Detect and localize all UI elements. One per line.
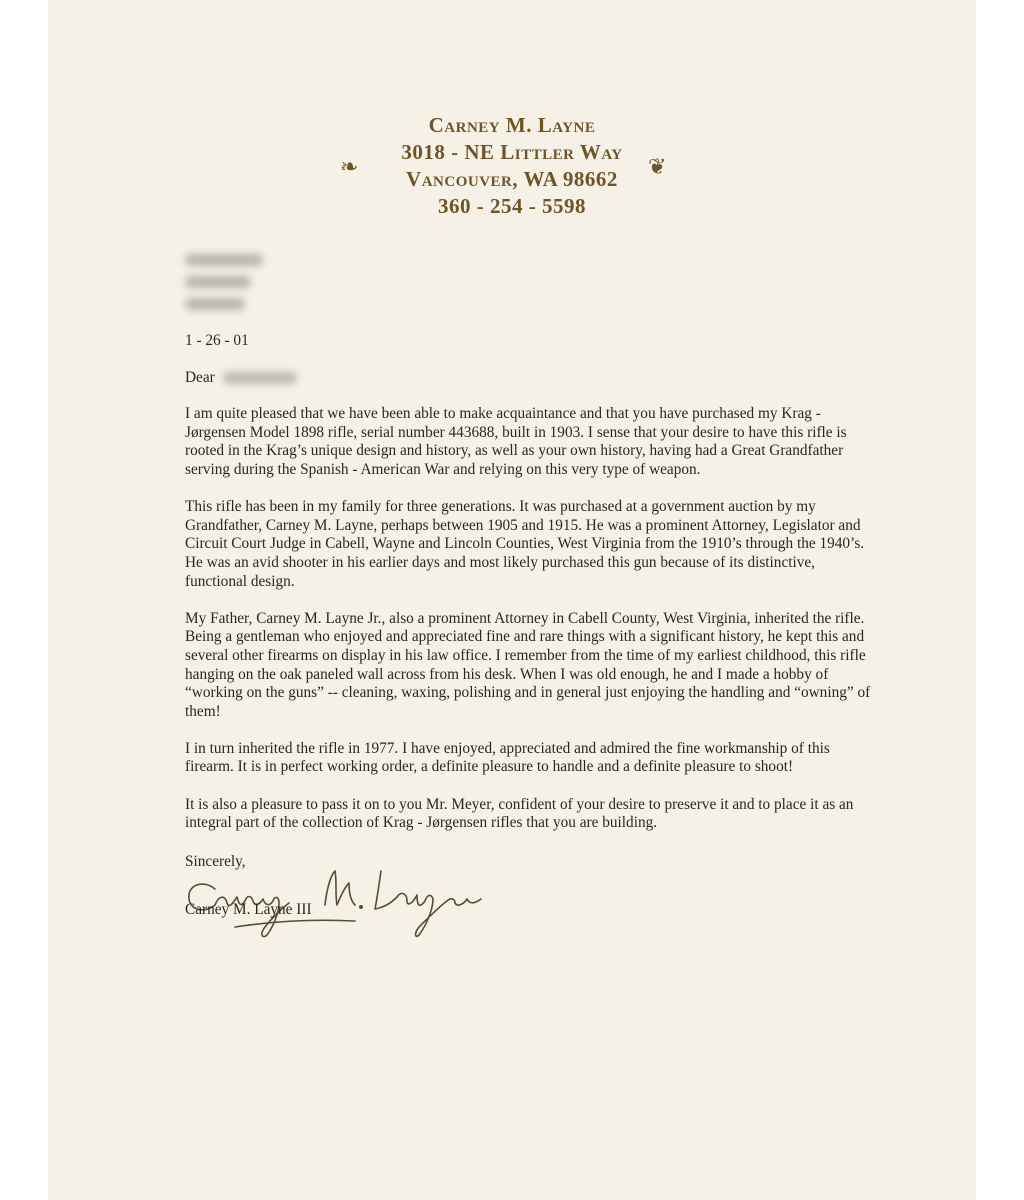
- signature-block: [185, 871, 875, 961]
- paragraph: It is also a pleasure to pass it on to you Mr. Meyer, confident of your desire to preserve it and to place it as an integral part of the collection of Krag - Jørgensen rifles that you are building.: [185, 795, 854, 832]
- signer-name: Carney M. Layne III: [185, 901, 312, 919]
- letter-body: [185, 332, 875, 961]
- ornament-left-icon: ❧: [340, 155, 359, 180]
- recipient-address-redacted: [185, 254, 281, 320]
- paragraph: This rifle has been in my family for three generations. It was purchased at a government auction by my Grandfather, Carney M. Layne, perhaps between 1905 and 1915. He was a prominent Attorney, Legislator and Circuit Court Judge in Cabell, Wayne and Lincoln Counties, West Virginia from the 1910’s through the 1940’s. He was an avid shooter in his earlier days and most likely purchased this gun because of its distinctive, functional design.: [185, 498, 865, 590]
- paragraph: My Father, Carney M. Layne Jr., also a prominent Attorney in Cabell County, West Virginia, inherited the rifle. Being a gentleman who enjoyed and appreciated fine and rare things with a significant history, he kept this and several other firearms on display in his law office. I remember from the time of my earliest childhood, this rifle hanging on the oak paneled wall across from his desk. When I was old enough, he and I made a hobby of “working on the guns” -- cleaning, waxing, polishing and in general just enjoying the handling and “owning” of them!: [185, 609, 871, 720]
- paragraph: I am quite pleased that we have been able to make acquaintance and that you have purchased my Krag - Jørgensen Model 1898 rifle, serial number 443688, built in 1903. I sense that your desire to have this rifle is rooted in the Krag’s unique design and history, as well as your own history, having had a Great Grandfather serving during the Spanish - American War and relying on this very type of weapon.: [185, 405, 847, 478]
- salutation: [185, 369, 875, 388]
- letterhead-city: Vancouver, WA 98662: [406, 167, 618, 191]
- salutation-text: Dear: [185, 368, 215, 386]
- paragraph: I in turn inherited the rifle in 1977. I have enjoyed, appreciated and admired the fine workmanship of this firearm. It is in perfect working order, a definite pleasure to handle and a definite pleasure to shoot!: [185, 739, 830, 776]
- letterhead-name: Carney M. Layne: [428, 113, 596, 137]
- handwritten-signature: [175, 847, 505, 947]
- ornament-right-icon: ❦: [648, 155, 667, 180]
- letterhead: [48, 112, 976, 220]
- letter-date: 1 - 26 - 01: [185, 332, 249, 349]
- letter-page: [48, 0, 976, 1200]
- recipient-name-redacted: [223, 372, 297, 384]
- letterhead-street: 3018 - NE Littler Way: [401, 140, 623, 164]
- letterhead-phone: 360 - 254 - 5598: [438, 194, 586, 218]
- closing: Sincerely,: [185, 852, 246, 870]
